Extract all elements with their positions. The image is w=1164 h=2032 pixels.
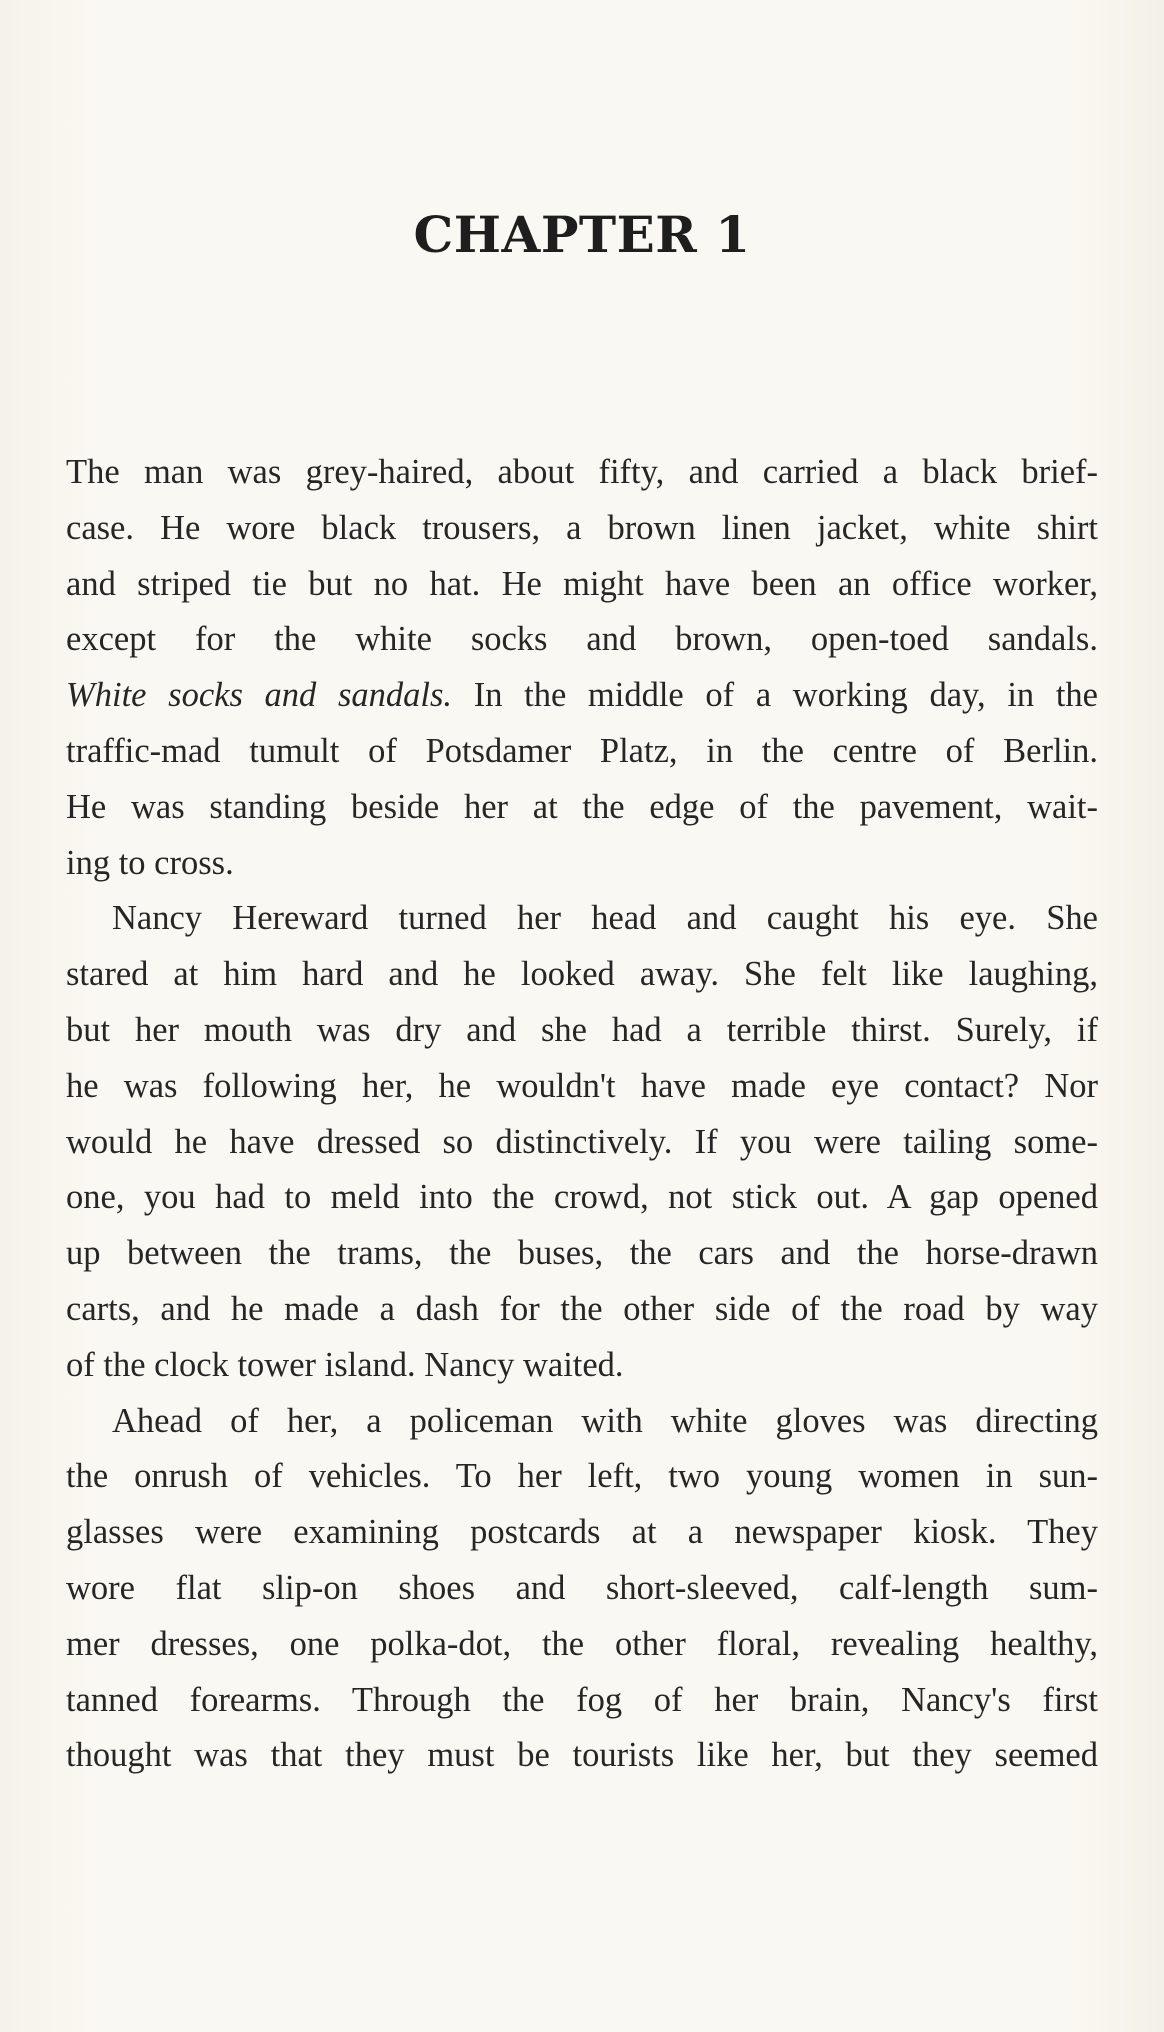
text-line: traffic-mad tumult of Potsdamer Platz, in the centre of Berlin.	[66, 731, 1098, 770]
paragraph-1	[66, 445, 1098, 891]
chapter-title: CHAPTER 1	[413, 205, 751, 264]
paragraph-3	[66, 1394, 1098, 1785]
text-line: tanned forearms. Through the fog of her brain, Nancy's first	[66, 1680, 1098, 1719]
text-line: but her mouth was dry and she had a terrible thirst. Surely, if	[66, 1010, 1098, 1049]
text-line: one, you had to meld into the crowd, not stick out. A gap opened	[66, 1178, 1098, 1217]
text-line: case. He wore black trousers, a brown linen jacket, white shirt	[66, 508, 1098, 547]
text-line: except for the white socks and brown, open-toed sandals.	[66, 620, 1098, 659]
text-line: The man was grey-haired, about fifty, and carried a black brief-	[66, 453, 1098, 491]
text-line: He was standing beside her at the edge of the pavement, wait-	[66, 787, 1098, 826]
text-line: of the clock tower island. Nancy waited.	[66, 1345, 624, 1384]
text-line: glasses were examining postcards at a newspaper kiosk. They	[66, 1513, 1098, 1552]
chapter-body	[66, 445, 1098, 1784]
text-line-with-italic	[66, 668, 1098, 724]
text-line: Nancy Hereward turned her head and caught his eye. She	[112, 899, 1098, 938]
italic-phrase: White socks and sandals.	[66, 676, 453, 715]
text-line: carts, and he made a dash for the other side of the road by way	[66, 1289, 1098, 1328]
text-line: he was following her, he wouldn't have made eye contact? Nor	[66, 1066, 1098, 1105]
text-fragment: In the middle of a working day, in the	[452, 676, 1098, 715]
text-line: the onrush of vehicles. To her left, two young women in sun-	[66, 1457, 1098, 1496]
text-line: would he have dressed so distinctively. If you were tailing some-	[66, 1122, 1098, 1161]
text-line: wore flat slip-on shoes and short-sleeved, calf-length sum-	[66, 1568, 1098, 1607]
paragraph-2	[66, 891, 1098, 1393]
text-line: Ahead of her, a policeman with white gloves was directing	[112, 1401, 1098, 1440]
text-line: thought was that they must be tourists like her, but they seemed	[66, 1736, 1098, 1775]
text-line: up between the trams, the buses, the cars and the horse-drawn	[66, 1234, 1098, 1273]
text-line: stared at him hard and he looked away. She felt like laughing,	[66, 955, 1098, 994]
text-line: ing to cross.	[66, 843, 234, 882]
text-line: and striped tie but no hat. He might have been an office worker,	[66, 564, 1098, 603]
text-line: mer dresses, one polka-dot, the other floral, revealing healthy,	[66, 1624, 1098, 1663]
